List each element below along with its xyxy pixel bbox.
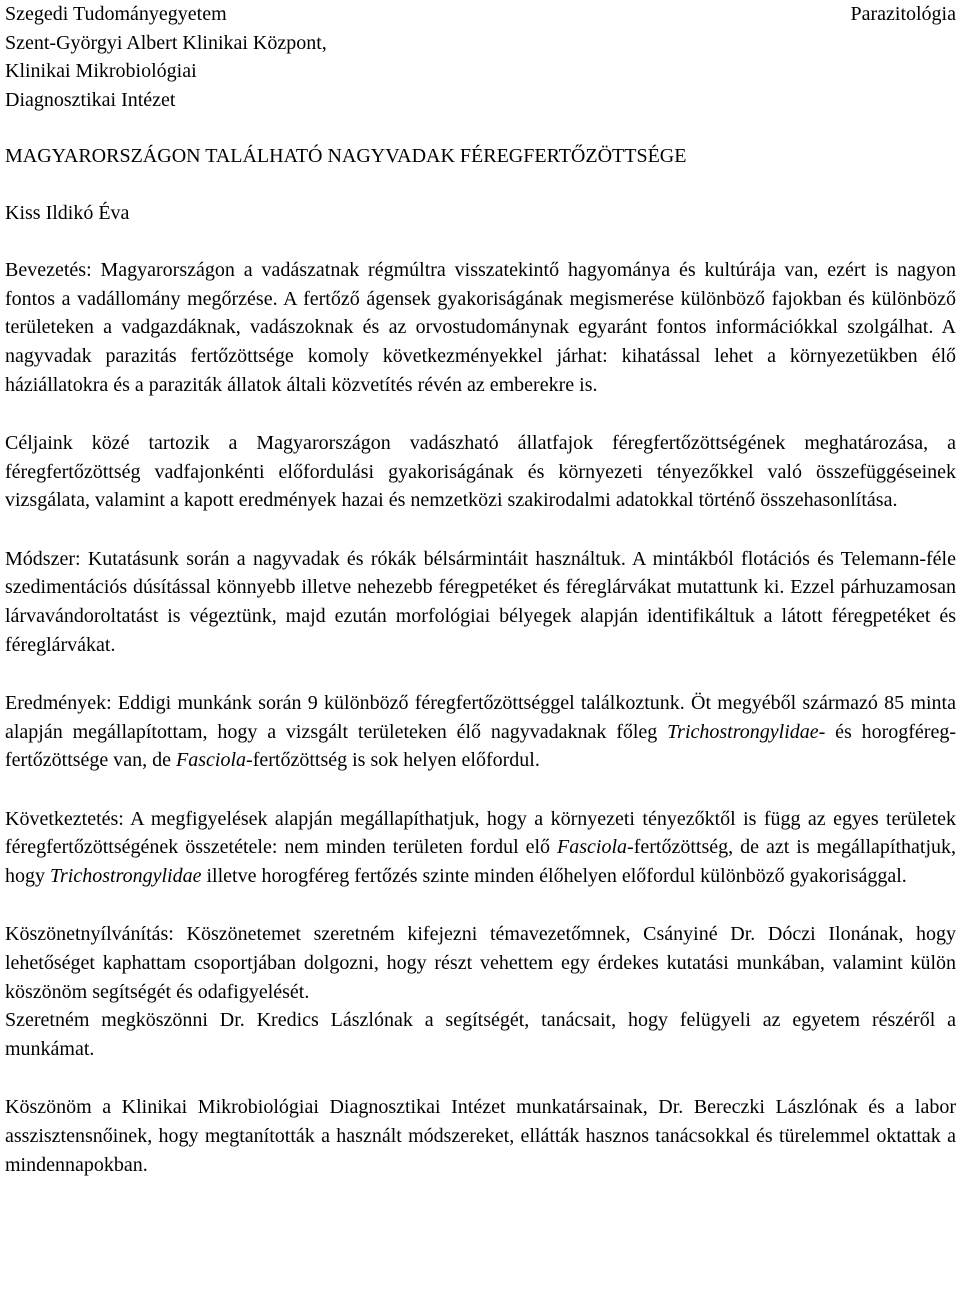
document-page — [5, 0, 956, 1179]
institution-line: Diagnosztikai Intézet — [5, 88, 176, 111]
taxon-name: Trichostrongylidae — [50, 864, 202, 887]
document-header — [5, 0, 956, 114]
institution-block — [5, 0, 605, 114]
conclusion-text: -fertőzöttség, de azt is megállapíthatjuk, hogy — [5, 836, 957, 887]
document-title: MAGYARORSZÁGON TALÁLHATÓ NAGYVADAK FÉREGFERTŐZÖTTSÉGE — [5, 145, 687, 167]
conclusion-paragraph — [5, 805, 956, 891]
institution-line: Szent-Györgyi Albert Klinikai Központ, — [5, 31, 327, 54]
results-text: -fertőzöttség is sok helyen előfordul. — [246, 749, 540, 772]
conclusion-text: Következtetés: A megfigyelések alapján megállapíthatjuk, hogy a környezeti tényezőktől is függ az egyes területek féregfertőzöttségének összetétele: nem minden területen fordul elő — [5, 807, 956, 859]
results-paragraph — [5, 689, 956, 775]
acknowledgement-paragraph: Szeretném megköszönni Dr. Kredics Lászlónak a segítségét, tanácsait, hogy felügyeli az egyetem részéről a munkámat. — [5, 1009, 956, 1060]
institution-line: Szegedi Tudományegyetem — [5, 3, 227, 25]
results-text: Eredmények: Eddigi munkánk során 9 különböző féregfertőzöttséggel találkoztunk. Öt megyéből származó 85 minta alapján megállapítottam, hogy a vizsgált területeken élő nagyvadaknak főleg — [5, 691, 956, 743]
methods-paragraph: Módszer: Kutatásunk során a nagyvadak és rókák bélsármintáit használtuk. A mintákból flotációs és Telemann-féle szedimentációs dúsítással könnyebb illetve nehezebb féregpetéket és féreglárvákat mutattunk ki. Ezzel párhuzamosan lárvavándoroltatást is végeztünk, majd ezután morfológiai bélyegek alapján identifikáltuk a látott féregpetéket és féreglárvákat. — [5, 547, 956, 656]
taxon-name: Fasciola — [557, 836, 628, 859]
acknowledgement-paragraph: Köszönetnyílvánítás: Köszönetemet szeretném kifejezni témavezetőmnek, Csányiné Dr. Dóczi Ilonának, hogy lehetőséget kaphattam csoportjában dolgozni, hogy részt vehettem egy érdekes kutatási munkában, valamint külön köszönöm segítségét és odafigyelését. — [5, 923, 956, 1003]
taxon-name: Trichostrongylidae — [667, 720, 819, 743]
aims-paragraph: Céljaink közé tartozik a Magyarországon vadászható állatfajok féregfertőzöttségének meghatározása, a féregfertőzöttség vadfajonkénti előfordulási gyakoriságának és környezeti tényezőkkel való összefüggéseinek vizsgálata, valamint a kapott eredmények hazai és nemzetközi szakirodalmi adatokkal történő összehasonlítása. — [5, 432, 956, 512]
institution-line: Klinikai Mikrobiológiai — [5, 60, 197, 82]
conclusion-text: illetve horogféreg fertőzés szinte minden élőhelyen előfordul különböző gyakorisággal. — [201, 864, 907, 887]
taxon-name: Fasciola — [176, 749, 247, 772]
introduction-paragraph: Bevezetés: Magyarországon a vadászatnak régmúltra visszatekintő hagyománya és kultúrája van, ezért is nagyon fontos a vadállomány megőrzése. A fertőző ágensek gyakoriságának megismerése különböző fajokban és különböző területeken a vadgazdáknak, vadászoknak és az orvostudománynak egyaránt fontos információkkal szolgálhat. A nagyvadak parazitás fertőzöttsége komoly következményekkel járhat: kihatással lehet a környezetükben élő háziállatokra és a paraziták állatok általi közvetítés révén az emberekre is. — [5, 259, 956, 396]
results-text: - és horogféreg-fertőzöttsége van, de — [5, 720, 956, 772]
section-label: Parazitológia — [850, 3, 956, 25]
acknowledgement-paragraph: Köszönöm a Klinikai Mikrobiológiai Diagnosztikai Intézet munkatársainak, Dr. Bereczki Lászlónak és a labor asszisztensnőinek, hogy megtanították a használt módszereket, ellátták hasznos tanácsokkal és türelemmel oktattak a mindennapokban. — [5, 1096, 956, 1176]
author-name: Kiss Ildikó Éva — [5, 202, 130, 224]
